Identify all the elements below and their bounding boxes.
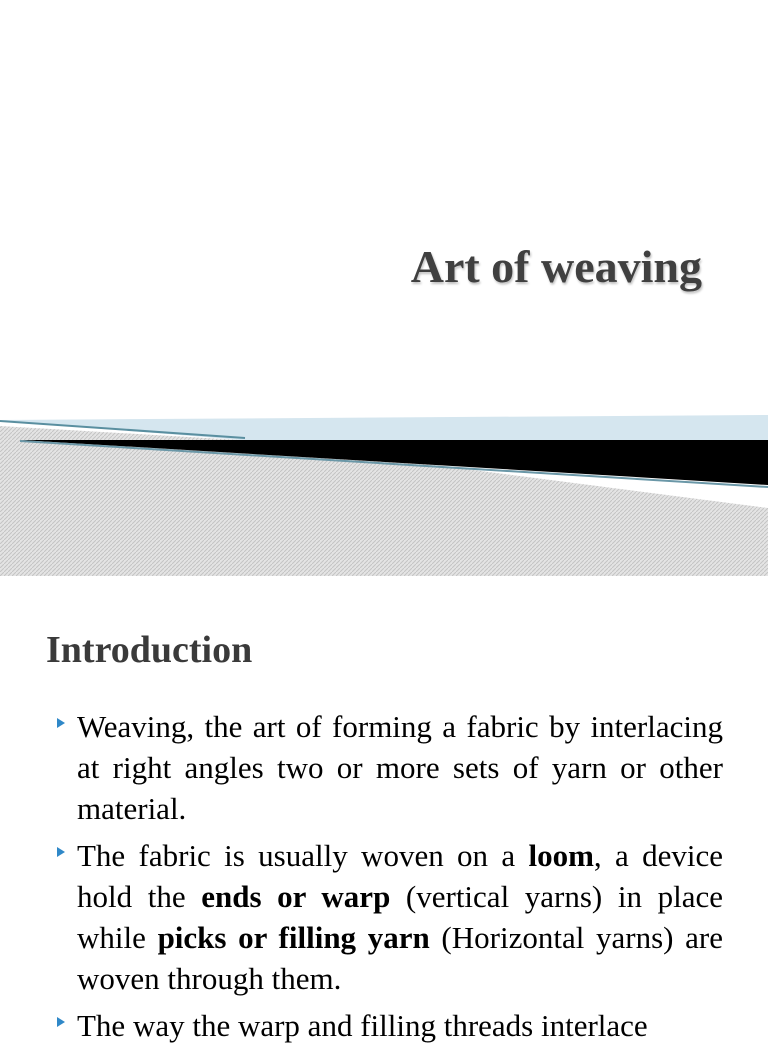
slide-title: Art of weaving bbox=[410, 241, 702, 292]
bullet-item bbox=[57, 706, 723, 829]
triangle-right-icon bbox=[57, 847, 65, 857]
bullet-text: (Horizontal yarns) are woven through them. bbox=[77, 920, 724, 996]
triangle-right-icon bbox=[57, 718, 65, 728]
bullet-bold-text: loom bbox=[528, 838, 594, 873]
bullet-bold-text: picks or filling yarn bbox=[157, 920, 430, 955]
section-heading: Introduction bbox=[46, 629, 253, 671]
content-slide bbox=[0, 576, 768, 1043]
bullet-text: Weaving, the art of forming a fabric by interlacing at right angles two or more sets of yarn or other material. bbox=[77, 709, 723, 826]
bullet-bold-text: ends or warp bbox=[201, 879, 391, 914]
bullet-text: The way the warp and filling threads interlace bbox=[77, 1008, 648, 1043]
bullet-item bbox=[57, 835, 723, 999]
bullet-item bbox=[57, 1005, 723, 1046]
bullet-text: , a device hold the bbox=[77, 838, 723, 914]
bullet-text: (vertical yarns) in place while bbox=[77, 879, 723, 955]
bullet-list bbox=[57, 706, 723, 1052]
bullet-text: The fabric is usually woven on a bbox=[77, 838, 529, 873]
triangle-right-icon bbox=[57, 1017, 65, 1027]
